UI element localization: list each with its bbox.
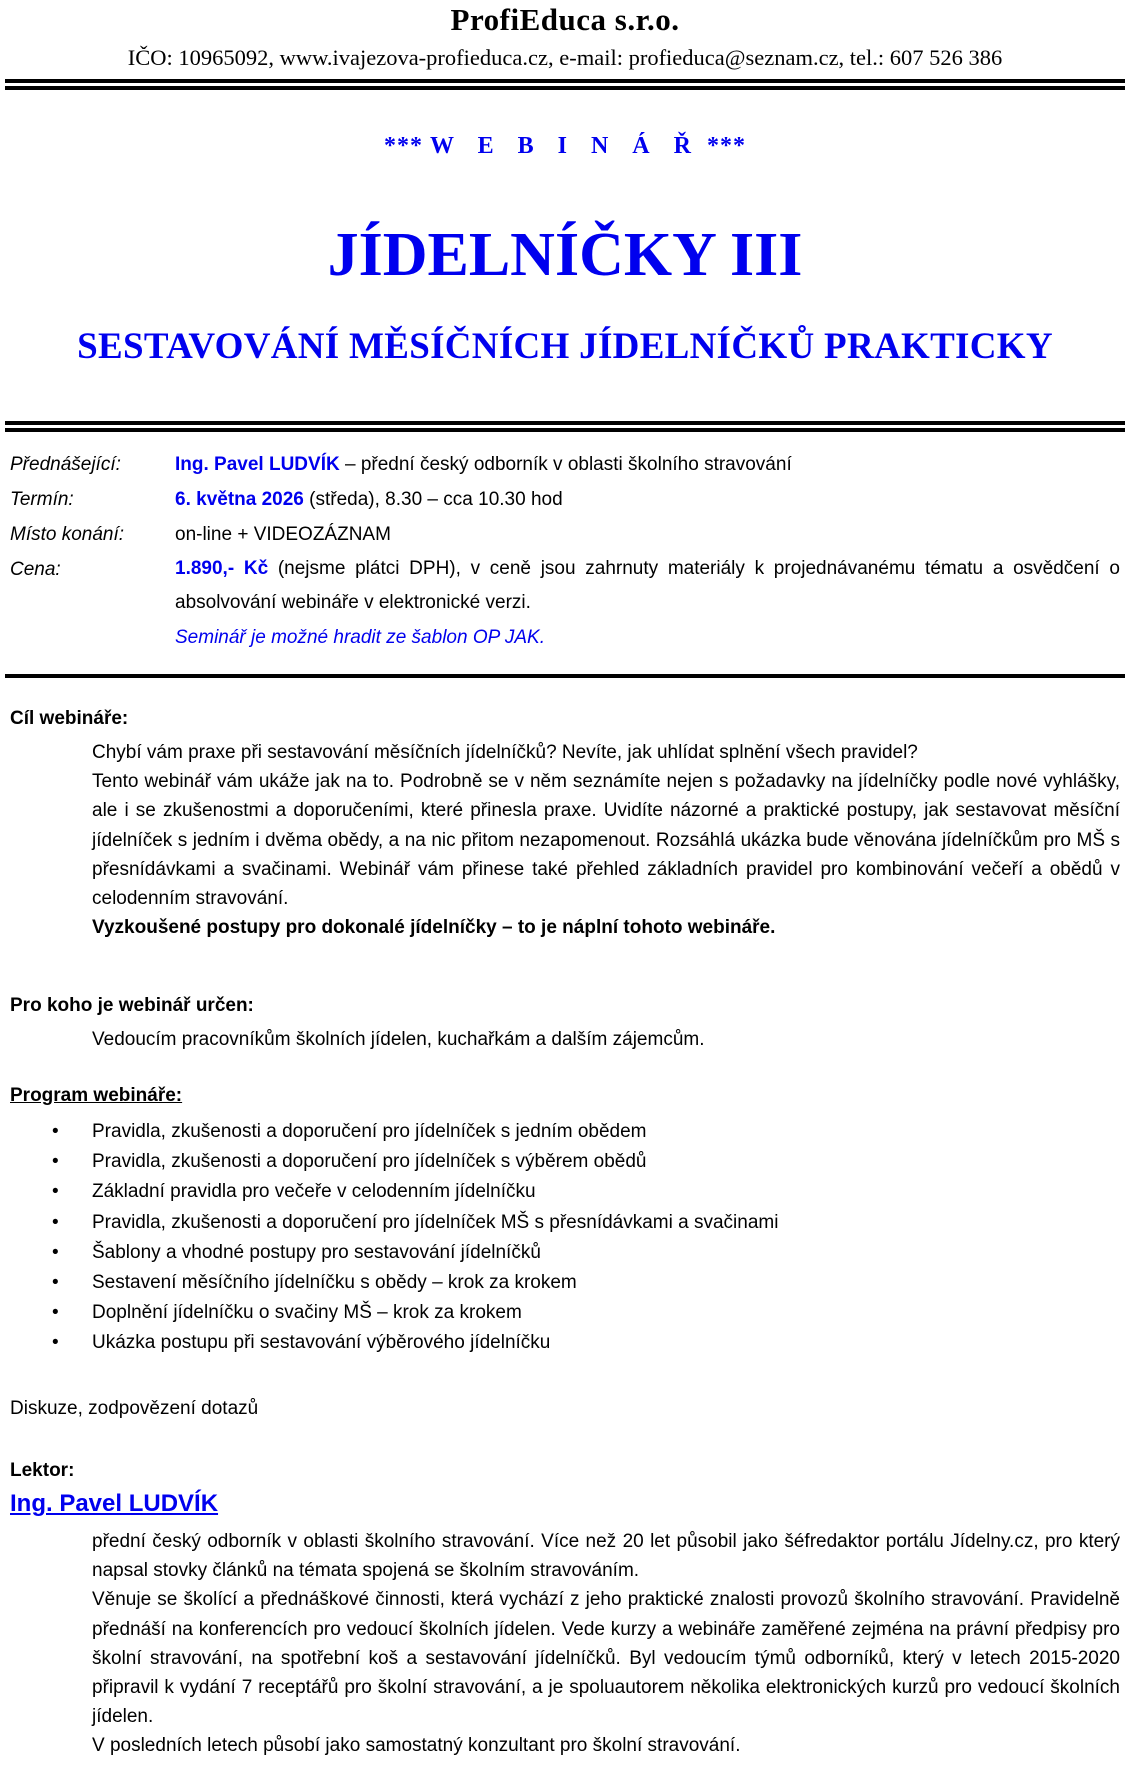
date-rest: (středa), 8.30 – cca 10.30 hod xyxy=(303,489,563,510)
date-value xyxy=(175,489,1120,511)
program-item-text: Pravidla, zkušenosti a doporučení pro jídelníček s jedním obědem xyxy=(92,1121,647,1142)
sub-title: SESTAVOVÁNÍ MĚSÍČNÍCH JÍDELNÍČKŮ PRAKTICKY xyxy=(77,326,1053,367)
program-item xyxy=(0,1147,1130,1177)
bullet-icon: • xyxy=(52,1241,59,1263)
price-value xyxy=(175,552,1120,620)
program-item-text: Doplnění jídelníčku o svačiny MŠ – krok za krokem xyxy=(92,1302,522,1324)
program-item xyxy=(0,1328,1130,1358)
info-divider xyxy=(5,674,1125,678)
goal-body xyxy=(92,738,1120,942)
place-label: Místo konání: xyxy=(10,524,125,545)
tag-stars-left: *** xyxy=(384,133,424,159)
bullet-icon: • xyxy=(52,1271,59,1293)
company-contact-line: IČO: 10965092, www.ivajezova-profieduca.cz, e-mail: profieduca@seznam.cz, tel.: 607 526 386 xyxy=(127,45,1003,70)
audience-text: Vedoucím pracovníkům školních jídelen, kuchařkám a dalším zájemcům. xyxy=(92,1029,705,1050)
goal-paragraph: Tento webinář vám ukáže jak na to. Podrobně se v něm seznámíte nejen s požadavky na jídelníčky podle nové vyhlášky, ale i se zkušenostmi a doporučeními, které přinesla praxe. Uvidíte názorné a praktické postupy, jak sestavovat měsíční jídelníček s jedním i dvěma obědy, a na nic přitom nezapomenout. Rozsáhlá ukázka bude věnována jídelníčkům pro MŠ s přesnídávkami a svačinami. Webinář vám přinese také přehled základních pravidel pro kombinování večeří a obědů v celodenním stravování. xyxy=(92,771,1120,910)
date-label: Termín: xyxy=(10,489,74,510)
bullet-icon: • xyxy=(52,1121,59,1142)
lector-bio-paragraph: přední český odborník v oblasti školního stravování. Více než 20 let působil jako šéfredaktor portálu Jídelny.cz, pro který napsal stovky článků na témata spojená se školním stravováním. xyxy=(92,1531,1120,1582)
tag-word: W E B I N Á Ř xyxy=(430,133,700,159)
main-title: JÍDELNÍČKY III xyxy=(327,221,803,289)
bullet-icon: • xyxy=(52,1332,59,1354)
goal-heading: Cíl webináře: xyxy=(10,708,129,729)
bullet-icon: • xyxy=(52,1181,59,1203)
company-name: ProfiEduca s.r.o. xyxy=(450,2,680,37)
program-item-text: Šablony a vhodné postupy pro sestavování jídelníčků xyxy=(92,1241,541,1263)
program-item xyxy=(0,1177,1130,1207)
lector-bio-paragraph: V posledních letech působí jako samostatný konzultant pro školní stravování. xyxy=(92,1735,741,1757)
price-label: Cena: xyxy=(10,559,61,580)
program-item-text: Sestavení měsíčního jídelníčku s obědy – krok za krokem xyxy=(92,1271,577,1293)
lector-name-link[interactable]: Ing. Pavel LUDVÍK xyxy=(10,1490,219,1517)
price-rest: (nejsme plátci DPH), v ceně jsou zahrnuty materiály k projednávanému tématu a osvědčení o absolvování webináře v elektronické verzi. xyxy=(175,558,1120,613)
lector-heading: Lektor: xyxy=(10,1460,75,1481)
program-item-text: Pravidla, zkušenosti a doporučení pro jídelníček s výběrem obědů xyxy=(92,1151,647,1173)
lector-bio xyxy=(92,1527,1120,1761)
place-value: on-line + VIDEOZÁZNAM xyxy=(175,524,391,545)
goal-emphasis: Vyzkoušené postupy pro dokonalé jídelníčky – to je náplní tohoto webináře. xyxy=(92,917,776,939)
program-item-text: Pravidla, zkušenosti a doporučení pro jídelníček MŠ s přesnídávkami a svačinami xyxy=(92,1211,779,1233)
webinar-tag xyxy=(0,133,1130,160)
program-item xyxy=(0,1238,1130,1268)
bullet-icon: • xyxy=(52,1211,59,1233)
program-item xyxy=(0,1208,1130,1238)
tag-stars-right: *** xyxy=(706,133,746,159)
header-divider xyxy=(5,79,1125,90)
funding-note: Seminář je možné hradit ze šablon OP JAK. xyxy=(175,627,545,648)
lecturer-name: Ing. Pavel LUDVÍK xyxy=(175,454,340,475)
lecturer-desc: – přední český odborník v oblasti školního stravování xyxy=(339,454,792,475)
program-item xyxy=(0,1298,1130,1328)
date-highlight: 6. května 2026 xyxy=(175,489,304,510)
lecturer-value xyxy=(175,454,1120,476)
title-divider xyxy=(5,421,1125,432)
program-item-text: Základní pravidla pro večeře v celodenním jídelníčku xyxy=(92,1181,536,1203)
program-item xyxy=(0,1268,1130,1298)
program-closing: Diskuze, zodpovězení dotazů xyxy=(10,1398,259,1419)
audience-heading: Pro koho je webinář určen: xyxy=(10,995,254,1016)
program-heading: Program webináře: xyxy=(10,1085,183,1106)
lector-bio-paragraph: Věnuje se školící a přednáškové činnosti, která vychází z jeho praktické znalosti provozů školního stravování. Pravidelně přednáší na konferencích pro vedoucí školních jídelen. Vede kurzy a webináře zaměřené zejména na právní předpisy pro školní stravování, na spotřební koš a sestavování jídelníčků. Byl vedoucím týmů odborníků, který v letech 2015-2020 připravil k vydání 7 receptářů pro školní stravování, a je spoluautorem několika elektronických kurzů pro vedoucí školních jídelen. xyxy=(92,1589,1120,1728)
goal-intro: Chybí vám praxe při sestavování měsíčních jídelníčků? Nevíte, jak uhlídat splnění všech pravidel? xyxy=(92,742,918,763)
program-item-text: Ukázka postupu při sestavování výběrového jídelníčku xyxy=(92,1332,551,1354)
program-list xyxy=(0,1117,1130,1359)
bullet-icon: • xyxy=(52,1151,59,1173)
price-amount: 1.890,- Kč xyxy=(175,558,269,579)
lecturer-label: Přednášející: xyxy=(10,454,121,475)
program-item xyxy=(0,1117,1130,1147)
bullet-icon: • xyxy=(52,1302,59,1324)
